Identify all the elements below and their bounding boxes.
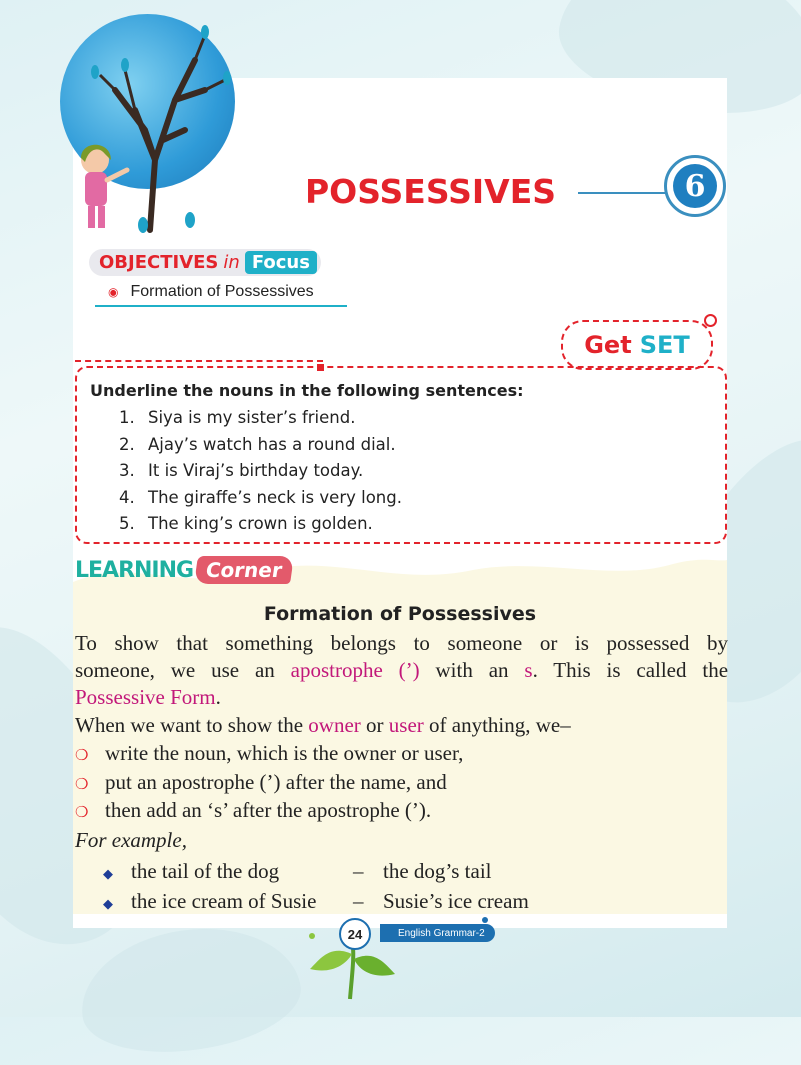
- item-number: 3.: [119, 461, 135, 480]
- example-dash: –: [353, 889, 364, 913]
- example-possessive: Susie’s ice cream: [383, 889, 529, 913]
- bullet-item: [75, 741, 463, 766]
- objective-item: [108, 283, 314, 301]
- title-divider: [578, 192, 678, 194]
- paragraph-line: To show that something belongs to someone or is possessed by: [75, 631, 728, 655]
- item-text: The king’s crown is golden.: [148, 514, 373, 533]
- objective-text: Formation of Possessives: [130, 283, 314, 300]
- example-phrase: the ice cream of Susie: [131, 889, 317, 913]
- text-run: or: [360, 713, 389, 737]
- focus-word: Focus: [245, 251, 317, 274]
- chapter-number: 6: [673, 164, 717, 208]
- page-number: 24: [339, 918, 371, 950]
- exercise-tab-line: [75, 360, 323, 364]
- paragraph-line: [75, 684, 728, 711]
- objectives-label: [89, 249, 321, 276]
- in-word: in: [223, 252, 240, 273]
- text-run: . This is called the: [532, 658, 729, 682]
- highlight-apostrophe: apostrophe (’): [290, 658, 420, 682]
- chapter-number-badge: [664, 155, 726, 217]
- item-number: 5.: [119, 514, 135, 533]
- example-row: [103, 889, 529, 914]
- paragraph-line: [75, 657, 728, 684]
- tree-girl-illustration: [55, 20, 255, 235]
- learning-word: LEARNING: [75, 557, 194, 583]
- highlight-s: s: [524, 658, 533, 682]
- exercise-item: [119, 432, 402, 459]
- bullet-item: [75, 798, 431, 823]
- get-word: Get: [584, 331, 632, 359]
- corner-word: Corner: [194, 556, 294, 584]
- highlight-owner: owner: [308, 713, 361, 737]
- example-phrase: the tail of the dog: [131, 859, 280, 883]
- item-number: 4.: [119, 487, 135, 507]
- example-row: [103, 859, 492, 884]
- circle-bullet-icon: ❍: [75, 748, 89, 764]
- bullet-text: write the noun, which is the owner or user,: [105, 741, 464, 765]
- circle-bullet-icon: ❍: [75, 805, 89, 821]
- circle-bullet-icon: ❍: [75, 777, 89, 793]
- highlight-possessive-form: Possessive Form: [75, 685, 216, 709]
- diamond-bullet-icon: ◆: [103, 896, 113, 911]
- get-set-label: [561, 320, 713, 370]
- highlight-user: user: [388, 713, 424, 737]
- text-run: .: [215, 685, 221, 709]
- book-title: English Grammar-2: [380, 924, 495, 942]
- bullet-text: put an apostrophe (’) after the name, and: [105, 770, 447, 794]
- text-run: When we want to show the: [75, 713, 309, 737]
- section-title: Formation of Possessives: [263, 603, 537, 625]
- example-dash: –: [353, 859, 364, 883]
- paragraph-line: [75, 712, 728, 739]
- item-text: Siya is my sister’s friend.: [148, 408, 356, 427]
- background-leaf: [73, 915, 308, 1064]
- text-run: someone, we use an: [75, 658, 291, 682]
- example-possessive: the dog’s tail: [383, 859, 492, 883]
- item-text: It is Viraj’s birthday today.: [148, 461, 364, 480]
- objectives-underline: [95, 305, 347, 307]
- item-text: Ajay’s watch has a round dial.: [148, 434, 396, 454]
- text-run: with an: [419, 658, 525, 682]
- set-word: SET: [639, 331, 690, 359]
- example-label: For example,: [75, 828, 187, 852]
- learning-corner-label: [75, 556, 292, 584]
- exercise-item: [119, 405, 402, 432]
- bullet-text: then add an ‘s’ after the apostrophe (’).: [105, 798, 432, 822]
- exercise-item: [119, 458, 402, 485]
- item-text: The giraffe’s neck is very long.: [148, 487, 402, 507]
- objectives-word: OBJECTIVES: [99, 252, 219, 273]
- exercise-instruction: Underline the nouns in the following sentences:: [90, 381, 524, 400]
- diamond-bullet-icon: ◆: [103, 866, 113, 881]
- get-set-dot: [704, 314, 717, 327]
- item-number: 2.: [119, 434, 135, 454]
- target-icon: ◉: [108, 285, 119, 299]
- exercise-item: [119, 485, 402, 512]
- text-run: of anything, we–: [423, 713, 571, 737]
- exercise-item: [119, 511, 402, 538]
- item-number: 1.: [119, 408, 135, 427]
- bullet-item: [75, 770, 447, 795]
- exercise-list: [119, 405, 402, 538]
- chapter-title: POSSESSIVES: [305, 172, 557, 211]
